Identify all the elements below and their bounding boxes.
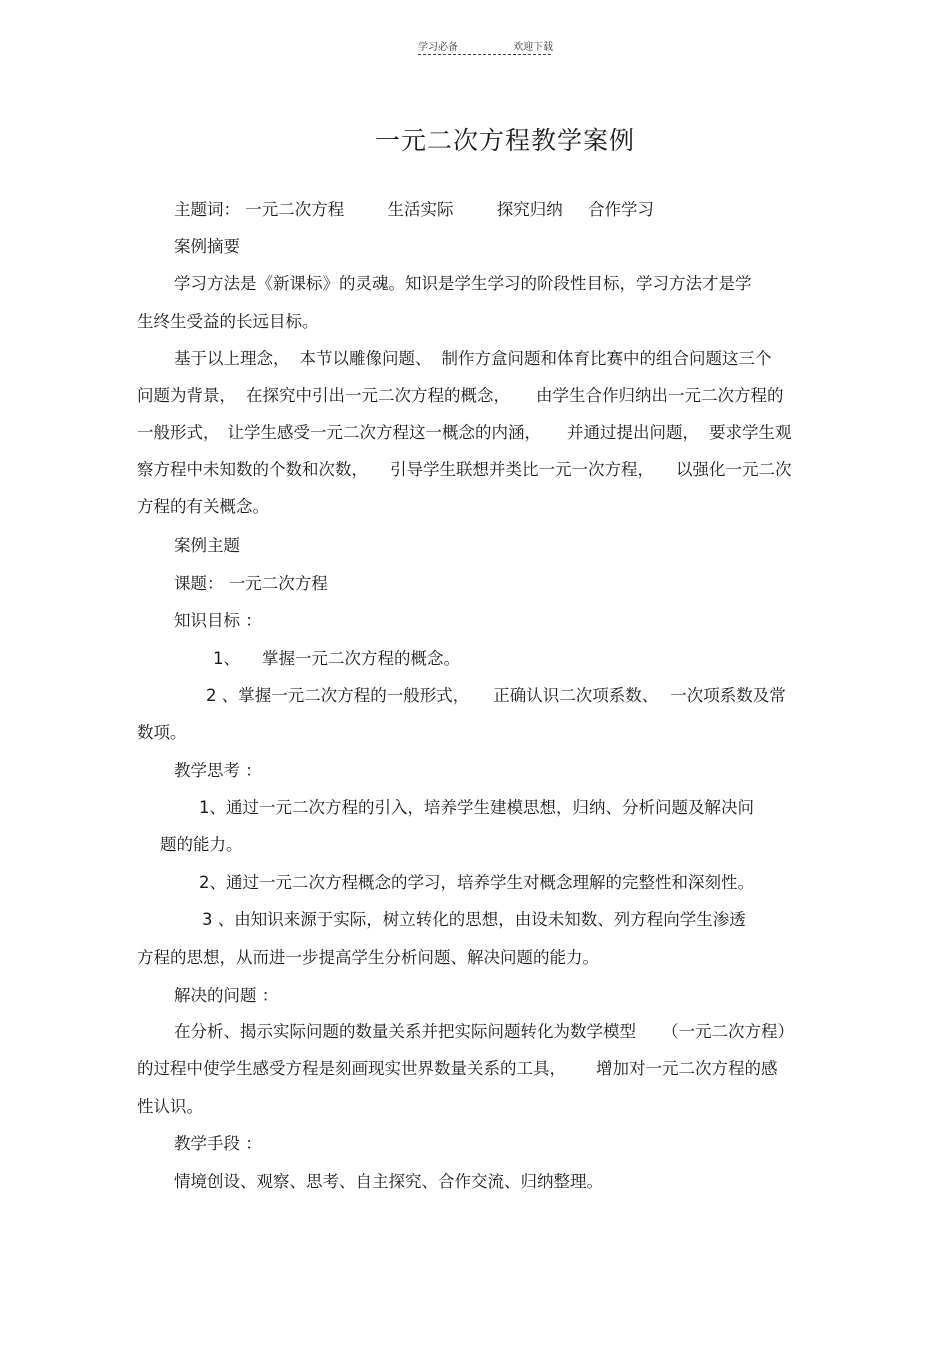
keyword-2: 生活实际 [387,200,454,219]
problem-line2-a: 的过程中使学生感受方程是刻画现实世界数量关系的工具， [137,1059,566,1078]
means-text: 情境创设、观察、思考、自主探究、合作交流、归纳整理。 [174,1172,603,1191]
summary-p2-line1-c: 制作方盒问题和体育比赛中的组合问题这三个 [441,349,772,368]
summary-p2-line4 [137,460,792,480]
thinking-item-1-line1: 1、通过一元二次方程的引入，培养学生建模思想，归纳、分析问题及解决问 [199,798,754,817]
page-header [418,38,553,53]
header-left-text: 学习必备 [418,42,458,53]
summary-p2-line3 [137,423,792,443]
thinking-item-3-line2: 方程的思想，从而进一步提高学生分析问题、解决问题的能力。 [137,948,599,967]
knowledge-item-1-number: 1、 [213,649,240,668]
summary-p2-line3-b: 让学生感受一元二次方程这一概念的内涵， [227,423,541,442]
summary-p2-line1 [174,349,772,369]
keyword-1: 一元二次方程 [245,200,345,219]
problem-line1-b: （一元二次方程） [662,1022,794,1041]
summary-p2-line4-a: 察方程中未知数的个数和次数， [137,460,368,479]
keyword-3: 探究归纳 [496,200,563,219]
summary-p2-line1-b: 本节以雕像问题、 [299,349,432,368]
problem-line2-b: 增加对一元二次方程的感 [596,1059,778,1078]
knowledge-item-2-text-c: 一次项系数及常 [670,686,786,705]
summary-p2-line4-c: 以强化一元二次 [676,460,792,479]
thinking-item-3-line1 [202,910,746,930]
problem-heading: 解决的问题 ： [174,986,279,1005]
summary-p2-line2-b: 在探究中引出一元二次方程的概念， [246,386,510,405]
summary-p2-line5: 方程的有关概念。 [137,497,269,516]
means-heading: 教学手段 ： [174,1134,262,1153]
topic-label: 课题： [174,574,224,593]
problem-line1-a: 在分析、揭示实际问题的数量关系并把实际问题转化为数学模型 [174,1022,636,1041]
header-dashed-rule [418,54,551,55]
summary-p2-line3-c: 并通过提出问题， [567,423,699,442]
thinking-item-1-line2: 题的能力。 [160,835,243,854]
topic-line [174,574,328,594]
summary-p2-line3-d: 要求学生观 [709,423,792,442]
summary-p2-line4-b: 引导学生联想并类比一元一次方程， [390,460,654,479]
problem-line1 [174,1022,794,1042]
summary-p1-line2: 生终生受益的长远目标。 [137,312,319,331]
summary-p2-line2-c: 由学生合作归纳出一元二次方程的 [536,386,784,405]
summary-p2-line1-a: 基于以上理念， [174,349,290,368]
thinking-item-2: 2、通过一元二次方程概念的学习，培养学生对概念理解的完整性和深刻性。 [199,873,754,892]
knowledge-heading: 知识目标 ： [174,611,262,630]
thinking-item-3-text: 由知识来源于实际，树立转化的思想，由设未知数、列方程向学生渗透 [234,910,746,929]
summary-p2-line2 [137,386,784,406]
knowledge-item-1-text: 掌握一元二次方程的概念。 [262,649,460,668]
knowledge-item-2-line2: 数项。 [137,723,187,742]
knowledge-item-2 [206,686,786,706]
summary-heading: 案例摘要 [174,237,240,256]
keywords-line [174,200,654,220]
knowledge-item-1 [213,649,460,669]
document-title: 一元二次方程教学案例 [374,126,635,155]
keywords-label: 主题词： [174,200,240,219]
problem-line3: 性认识。 [137,1097,203,1116]
knowledge-item-2-text-b: 正确认识二次项系数、 [493,686,659,705]
thinking-item-3-number: 3 、 [202,910,235,929]
knowledge-item-2-number: 2 、 [206,686,239,705]
problem-line2 [137,1059,778,1079]
header-right-text: 欢迎下载 [513,42,554,53]
summary-p2-line2-a: 问题为背景， [137,386,236,405]
theme-heading: 案例主题 [174,536,240,555]
thinking-heading: 教学思考 ： [174,761,262,780]
knowledge-item-2-text-a: 掌握一元二次方程的一般形式， [238,686,470,705]
keyword-4: 合作学习 [588,200,654,219]
summary-p2-line3-a: 一般形式， [137,423,220,442]
topic-value: 一元二次方程 [228,574,328,593]
summary-p1-line1: 学习方法是《新课标》的灵魂。知识是学生学习的阶段性目标，学习方法才是学 [174,274,752,293]
